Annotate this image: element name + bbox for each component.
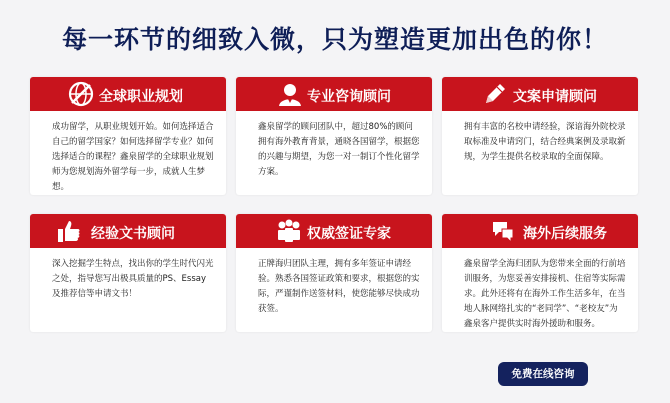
card-title: 专业咨询顾问 xyxy=(307,89,391,105)
card-description: 拥有丰富的名校申请经验，深谙海外院校录取标准及申请窍门，结合经典案例及录取新规，为学生提供名校录取的全面保障。 xyxy=(464,122,626,162)
card-header xyxy=(442,214,638,248)
card-title: 全球职业规划 xyxy=(99,89,183,105)
card-description: 深入挖掘学生特点，找出你的学生时代闪光之处，指导您写出极具质量的PS、Essay及推荐信等申请文书！ xyxy=(52,259,214,299)
service-card-consultant xyxy=(236,77,432,195)
card-description: 鑫泉留学全海归团队为您带来全面的行前培训服务，为您妥善安排接机、住宿等实际需求。此外还将有在海外工作生活多年，在当地人脉网络扎实的“老同学”、“老校友”为鑫泉客户提供实时海外援助和服务。 xyxy=(464,259,626,329)
card-title: 海外后续服务 xyxy=(523,226,607,242)
card-description: 成功留学，从职业规划开始。如何选择适合自己的留学国家？如何选择留学专业？如何选择适合的课程？鑫泉留学的全球职业规划师为您规划海外留学每一步，成就人生梦想。 xyxy=(52,122,214,192)
card-header xyxy=(30,214,226,248)
service-card-application xyxy=(442,77,638,195)
card-header xyxy=(442,77,638,111)
card-title: 经验文书顾问 xyxy=(91,226,175,242)
page-headline: 每一环节的细致入微，只为塑造更加出色的你！ xyxy=(61,25,608,54)
card-title: 文案申请顾问 xyxy=(513,89,597,105)
card-header xyxy=(236,214,432,248)
card-header xyxy=(236,77,432,111)
card-description: 鑫泉留学的顾问团队中，超过80%的顾问拥有海外教育背景，通晓各国留学，根据您的兴趣与期望，为您一对一制订个性化留学方案。 xyxy=(258,122,420,177)
card-title: 权威签证专家 xyxy=(307,226,391,242)
service-card-career-planning xyxy=(30,77,226,195)
service-card-overseas-service xyxy=(442,214,638,332)
consultant-avatar-icon xyxy=(277,81,303,107)
career-globe-icon xyxy=(68,81,94,107)
card-header xyxy=(30,77,226,111)
service-card-visa xyxy=(236,214,432,332)
card-description: 正牌海归团队主理，拥有多年签证申请经验。熟悉各国签证政策和要求，根据您的实际，严谨制作送签材料，使您能够尽快成功获签。 xyxy=(258,259,420,314)
pencil-icon xyxy=(482,81,508,107)
free-consultation-button[interactable]: 免费在线咨询 xyxy=(498,362,588,386)
service-card-document-writing xyxy=(30,214,226,332)
thumbs-up-icon xyxy=(56,218,82,244)
chat-bubbles-icon xyxy=(490,218,516,244)
team-people-icon xyxy=(276,218,302,244)
